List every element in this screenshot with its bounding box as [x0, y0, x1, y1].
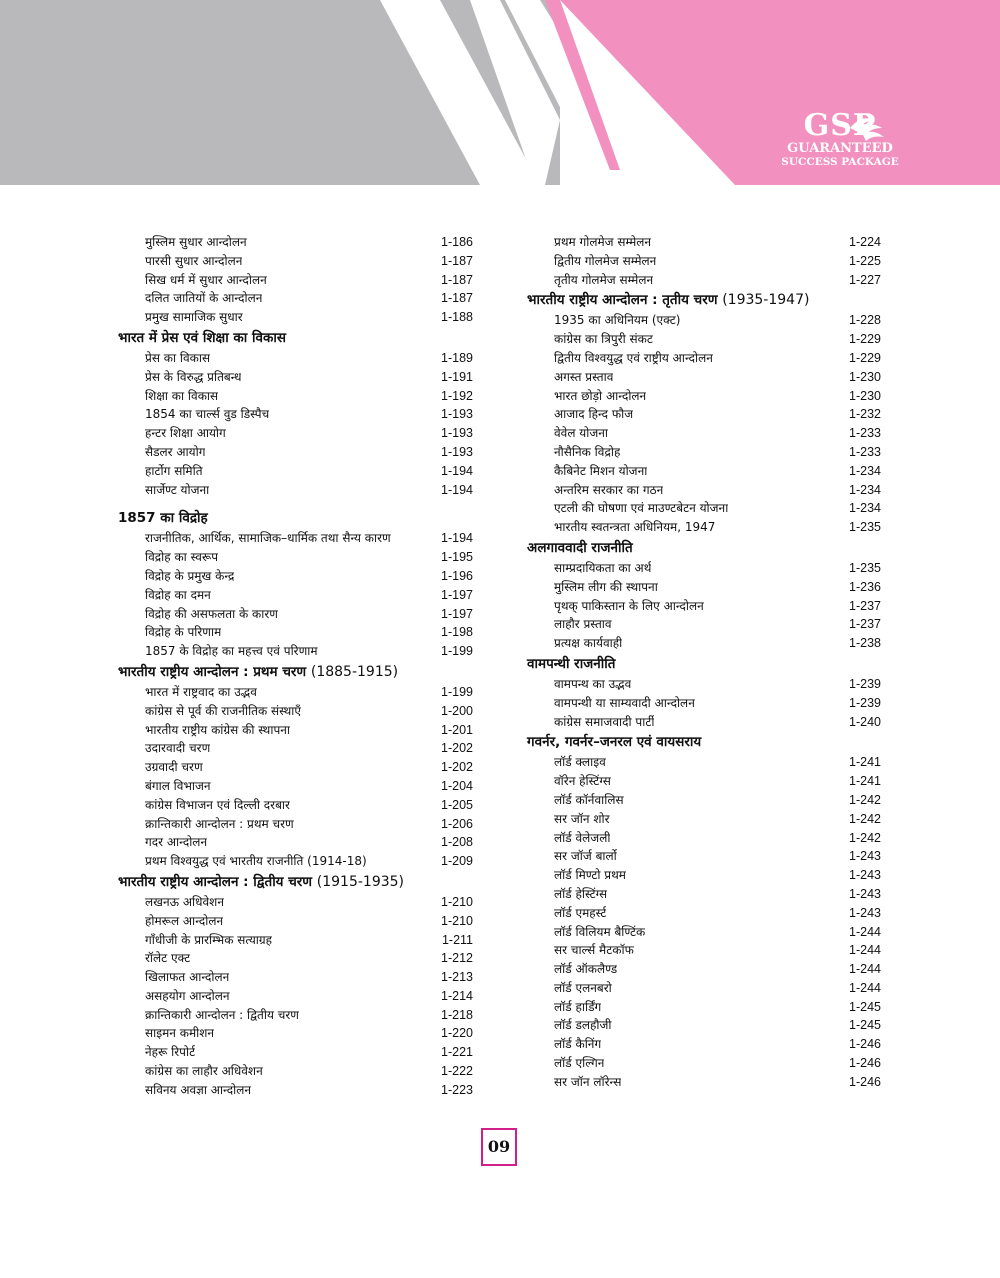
- toc-entry[interactable]: [118, 424, 473, 443]
- toc-entry-page: 1-224: [849, 235, 881, 249]
- toc-entry-title: वॉरेन हेस्टिंग्स: [554, 774, 611, 789]
- toc-entry[interactable]: [118, 702, 473, 721]
- toc-entry-page: 1-211: [441, 932, 473, 947]
- toc-entry[interactable]: [527, 810, 881, 829]
- toc-entry-page: 1-208: [441, 835, 473, 850]
- toc-entry-page: 1-222: [441, 1064, 473, 1079]
- section-heading-text: भारतीय राष्ट्रीय आन्दोलन : तृतीय चरण: [527, 292, 718, 309]
- logo-guaranteed-text: GUARANTEED: [787, 141, 893, 156]
- toc-entry[interactable]: [527, 330, 881, 349]
- toc-entry[interactable]: [118, 833, 473, 852]
- toc-entry-title: गाँधीजी के प्रारम्भिक सत्याग्रह: [145, 932, 273, 947]
- toc-entry[interactable]: [118, 481, 473, 500]
- toc-entry[interactable]: [527, 387, 881, 406]
- toc-entry-title: लॉर्ड एमहर्स्ट: [554, 905, 607, 920]
- toc-entry-title: उग्रवादी चरण: [145, 760, 203, 775]
- toc-entry[interactable]: [118, 796, 473, 815]
- toc-entry[interactable]: [118, 252, 473, 271]
- toc-entry-title: 1935 का अधिनियम (एक्ट): [554, 313, 681, 328]
- toc-entry-title: 1854 का चार्ल्स वुड डिस्पैच: [145, 407, 270, 422]
- toc-entry-page: 1-228: [849, 313, 881, 328]
- toc-entry-page: 1-242: [849, 811, 881, 826]
- toc-entry-title: दलित जातियों के आन्दोलन: [145, 291, 263, 306]
- toc-entry-title: अन्तरिम सरकार का गठन: [554, 482, 664, 497]
- toc-entry-page: 1-194: [441, 531, 473, 546]
- toc-entry[interactable]: [118, 987, 473, 1006]
- toc-entry-title: नेहरू रिपोर्ट: [145, 1045, 196, 1060]
- toc-entry-title: क्रान्तिकारी आन्दोलन : प्रथम चरण: [145, 816, 294, 831]
- toc-entry-title: 1857 के विद्रोह का महत्त्व एवं परिणाम: [145, 644, 318, 659]
- toc-entry[interactable]: [118, 1024, 473, 1043]
- toc-entry[interactable]: [527, 694, 881, 713]
- toc-entry-title: खिलाफत आन्दोलन: [145, 970, 230, 985]
- toc-entry[interactable]: [118, 758, 473, 777]
- toc-entry[interactable]: [527, 675, 881, 694]
- toc-entry[interactable]: [527, 634, 881, 653]
- toc-entry-page: 1-238: [849, 636, 881, 651]
- section-years: (1915-1935): [316, 873, 405, 890]
- toc-entry-title: लॉर्ड मिण्टो प्रथम: [554, 868, 626, 883]
- toc-entry-page: 1-200: [441, 703, 473, 718]
- toc-entry[interactable]: [527, 405, 881, 424]
- toc-entry[interactable]: [527, 518, 881, 537]
- toc-entry[interactable]: [527, 1016, 881, 1035]
- toc-entry-page: 1-202: [441, 741, 473, 756]
- toc-entry-title: विद्रोह के प्रमुख केन्द्र: [145, 568, 235, 583]
- toc-entry[interactable]: [527, 311, 881, 330]
- toc-entry-page: 1-194: [441, 463, 473, 478]
- toc-entry-title: हन्टर शिक्षा आयोग: [145, 426, 226, 441]
- toc-entry[interactable]: [527, 499, 881, 518]
- toc-entry-title: प्रेस का विकास: [145, 350, 211, 365]
- toc-entry-page: 1-197: [441, 587, 473, 602]
- toc-entry-page: 1-197: [441, 606, 473, 621]
- toc-entry-page: 1-235: [849, 560, 881, 575]
- toc-entry-title: लॉर्ड ऑकलैण्ड: [554, 962, 618, 977]
- toc-entry-page: 1-230: [849, 388, 881, 403]
- toc-entry-title: कांग्रेस समाजवादी पार्टी: [554, 714, 655, 729]
- section-years: (1885-1915): [310, 663, 399, 680]
- toc-entry[interactable]: [527, 1054, 881, 1073]
- toc-entry-title: साइमन कमीशन: [145, 1026, 215, 1041]
- toc-entry[interactable]: [118, 349, 473, 368]
- toc-entry[interactable]: [118, 968, 473, 987]
- toc-entry-title: कांग्रेस का त्रिपुरी संकट: [554, 332, 653, 347]
- toc-entry[interactable]: [118, 605, 473, 624]
- toc-entry[interactable]: [527, 885, 881, 904]
- toc-entry-page: 1-202: [441, 760, 473, 775]
- section-years: (1935-1947): [722, 292, 810, 309]
- left-column: [118, 233, 473, 1100]
- toc-entry-page: 1-242: [849, 830, 881, 845]
- toc-entry[interactable]: [118, 912, 473, 931]
- toc-entry-page: 1-186: [441, 235, 473, 249]
- section-heading: [118, 327, 473, 349]
- toc-entry-page: 1-233: [849, 426, 881, 441]
- toc-entry[interactable]: [527, 791, 881, 810]
- toc-entry[interactable]: [527, 481, 881, 500]
- logo-success-package-text: SUCCESS PACKAGE: [781, 156, 899, 168]
- toc-entry[interactable]: [118, 233, 473, 252]
- toc-entry[interactable]: [527, 923, 881, 942]
- toc-entry-title: भारतीय स्वतन्त्रता अधिनियम, 1947: [554, 520, 716, 535]
- section-heading-text: भारत में प्रेस एवं शिक्षा का विकास: [118, 329, 286, 346]
- toc-entry-title: पृथक् पाकिस्तान के लिए आन्दोलन: [554, 598, 704, 613]
- toc-entry[interactable]: [527, 772, 881, 791]
- toc-entry-title: उदारवादी चरण: [145, 741, 211, 756]
- toc-entry[interactable]: [527, 829, 881, 848]
- toc-entry-page: 1-193: [441, 407, 473, 422]
- toc-entry-title: राजनीतिक, आर्थिक, सामाजिक–धार्मिक तथा सैन्य कारण: [145, 531, 391, 546]
- toc-entry[interactable]: [527, 349, 881, 368]
- toc-entry-page: 1-187: [441, 291, 473, 306]
- toc-entry-page: 1-243: [849, 905, 881, 920]
- toc-entry[interactable]: [118, 623, 473, 642]
- toc-entry-page: 1-194: [441, 482, 473, 497]
- toc-entry-title: लॉर्ड डलहौजी: [554, 1018, 612, 1033]
- section-heading-text: 1857 का विद्रोह: [118, 510, 208, 527]
- section-heading: [527, 653, 881, 675]
- toc-entry-title: लॉर्ड क्लाइव: [554, 755, 606, 770]
- toc-entry-title: प्रमुख सामाजिक सुधार: [145, 310, 243, 325]
- toc-entry[interactable]: [118, 642, 473, 661]
- toc-entry-title: द्वितीय गोलमेज सम्मेलन: [554, 253, 657, 268]
- toc-entry[interactable]: [118, 405, 473, 424]
- section-heading: [118, 507, 473, 529]
- toc-entry[interactable]: [118, 815, 473, 834]
- toc-entry-page: 1-193: [441, 444, 473, 459]
- toc-entry-title: सिख धर्म में सुधार आन्दोलन: [145, 272, 267, 287]
- toc-entry-page: 1-187: [441, 272, 473, 287]
- toc-entry-title: वामपन्थी या साम्यवादी आन्दोलन: [554, 695, 695, 710]
- toc-entry[interactable]: [118, 368, 473, 387]
- toc-entry-page: 1-237: [849, 617, 881, 632]
- toc-entry-page: 1-234: [849, 482, 881, 497]
- toc-entry-title: सर जॉन लॉरेन्स: [554, 1074, 622, 1089]
- toc-entry-page: 1-245: [849, 1018, 881, 1033]
- section-heading: [527, 289, 881, 311]
- toc-entry[interactable]: [118, 1081, 473, 1100]
- toc-entry[interactable]: [118, 683, 473, 702]
- toc-entry[interactable]: [118, 462, 473, 481]
- section-heading: [118, 871, 473, 893]
- toc-entry-title: लॉर्ड कैनिंग: [554, 1037, 602, 1052]
- toc-entry-page: 1-237: [849, 598, 881, 613]
- toc-entry[interactable]: [527, 713, 881, 732]
- toc-entry-page: 1-243: [849, 868, 881, 883]
- toc-entry-title: सविनय अवज्ञा आन्दोलन: [145, 1082, 252, 1097]
- toc-entry[interactable]: [118, 443, 473, 462]
- toc-entry-title: मुस्लिम लीग की स्थापना: [554, 579, 658, 594]
- toc-entry[interactable]: [527, 1035, 881, 1054]
- toc-entry[interactable]: [118, 1062, 473, 1081]
- gsp-logo: [770, 110, 910, 180]
- toc-entry-title: शिक्षा का विकास: [145, 388, 219, 403]
- toc-entry[interactable]: [527, 597, 881, 616]
- toc-entry-page: 1-199: [441, 644, 473, 659]
- toc-entry-title: वामपन्थ का उद्भव: [554, 676, 632, 691]
- toc-entry-page: 1-187: [441, 253, 473, 268]
- toc-entry-title: सर जॉर्ज बार्लो: [554, 849, 617, 864]
- toc-entry-page: 1-195: [441, 550, 473, 565]
- toc-entry-title: लॉर्ड हेस्टिंग्स: [554, 886, 608, 901]
- toc-entry-title: विद्रोह का दमन: [145, 587, 211, 602]
- toc-entry-page: 1-244: [849, 943, 881, 958]
- toc-entry-page: 1-225: [849, 253, 881, 268]
- toc-entry-page: 1-198: [441, 625, 473, 640]
- toc-entry[interactable]: [118, 721, 473, 740]
- toc-entry-title: गदर आन्दोलन: [145, 835, 208, 850]
- toc-entry[interactable]: [527, 998, 881, 1017]
- toc-entry-title: असहयोग आन्दोलन: [145, 988, 230, 1003]
- toc-entry-page: 1-244: [849, 962, 881, 977]
- toc-entry-title: विद्रोह के परिणाम: [145, 625, 222, 640]
- toc-entry[interactable]: [118, 271, 473, 290]
- toc-entry-title: अगस्त प्रस्ताव: [554, 369, 614, 384]
- toc-entry-title: लॉर्ड कॉर्नवालिस: [554, 792, 624, 807]
- toc-entry-title: लॉर्ड एल्गिन: [554, 1056, 605, 1071]
- toc-entry-page: 1-210: [441, 894, 473, 909]
- toc-entry-page: 1-239: [849, 676, 881, 691]
- toc-entry[interactable]: [118, 931, 473, 950]
- toc-entry-page: 1-191: [441, 369, 473, 384]
- toc-entry-title: एटली की घोषणा एवं माउण्टबेटन योजना: [554, 501, 729, 516]
- section-heading-text: भारतीय राष्ट्रीय आन्दोलन : प्रथम चरण: [118, 663, 307, 680]
- toc-entry-title: प्रथम गोलमेज सम्मेलन: [554, 235, 652, 249]
- toc-entry-title: प्रेस के विरुद्ध प्रतिबन्ध: [145, 369, 242, 384]
- toc-entry-page: 1-199: [441, 684, 473, 699]
- section-heading: [527, 537, 881, 559]
- page-number: 09: [481, 1128, 517, 1166]
- section-heading-text: गवर्नर, गवर्नर–जनरल एवं वायसराय: [527, 734, 702, 751]
- toc-entry[interactable]: [527, 559, 881, 578]
- toc-entry-title: नौसैनिक विद्रोह: [554, 444, 621, 459]
- toc-entry-page: 1-223: [441, 1082, 473, 1097]
- toc-entry-title: लॉर्ड हार्डिंग: [554, 999, 602, 1014]
- toc-entry-title: रॉलेट एक्ट: [145, 951, 191, 966]
- toc-entry-title: मुस्लिम सुधार आन्दोलन: [145, 235, 247, 249]
- toc-entry[interactable]: [118, 387, 473, 406]
- toc-entry-page: 1-229: [849, 350, 881, 365]
- toc-entry-page: 1-239: [849, 695, 881, 710]
- toc-entry-title: कांग्रेस से पूर्व की राजनीतिक संस्थाएँ: [145, 703, 302, 718]
- toc-entry[interactable]: [118, 1006, 473, 1025]
- toc-entry-title: विद्रोह का स्वरूप: [145, 550, 219, 565]
- toc-entry-title: तृतीय गोलमेज सम्मेलन: [554, 272, 654, 287]
- toc-entry-page: 1-246: [849, 1074, 881, 1089]
- toc-entry-title: भारतीय राष्ट्रीय कांग्रेस की स्थापना: [145, 722, 291, 737]
- toc-entry[interactable]: [118, 567, 473, 586]
- toc-entry-title: लखनऊ अधिवेशन: [145, 894, 224, 909]
- toc-entry-title: आजाद हिन्द फौज: [554, 407, 634, 422]
- toc-entry-page: 1-204: [441, 778, 473, 793]
- section-heading: [527, 731, 881, 753]
- toc-entry-page: 1-218: [441, 1007, 473, 1022]
- toc-entry[interactable]: [118, 529, 473, 548]
- toc-entry[interactable]: [527, 1073, 881, 1092]
- toc-entry-page: 1-236: [849, 579, 881, 594]
- toc-entry-title: विद्रोह की असफलता के कारण: [145, 606, 278, 621]
- toc-entry[interactable]: [527, 424, 881, 443]
- toc-entry[interactable]: [118, 949, 473, 968]
- toc-entry-page: 1-212: [441, 951, 473, 966]
- toc-entry-page: 1-235: [849, 520, 881, 535]
- toc-entry[interactable]: [527, 252, 881, 271]
- toc-entry-page: 1-234: [849, 501, 881, 516]
- toc-entry-page: 1-244: [849, 980, 881, 995]
- toc-entry-page: 1-241: [849, 774, 881, 789]
- toc-entry-page: 1-189: [441, 350, 473, 365]
- toc-entry-page: 1-209: [441, 854, 473, 869]
- toc-entry[interactable]: [118, 289, 473, 308]
- toc-entry-page: 1-243: [849, 886, 881, 901]
- toc-entry-page: 1-245: [849, 999, 881, 1014]
- toc-entry-title: सर जॉन शोर: [554, 811, 610, 826]
- toc-entry-title: प्रत्यक्ष कार्यवाही: [554, 636, 623, 651]
- toc-entry-title: सैडलर आयोग: [145, 444, 206, 459]
- toc-entry-page: 1-227: [849, 272, 881, 287]
- toc-entry[interactable]: [118, 852, 473, 871]
- section-heading-text: वामपन्थी राजनीति: [527, 655, 616, 672]
- toc-entry-page: 1-206: [441, 816, 473, 831]
- toc-entry-page: 1-210: [441, 913, 473, 928]
- logo-gsp-text: GSP: [803, 108, 877, 143]
- toc-entry-title: कैबिनेट मिशन योजना: [554, 463, 648, 478]
- toc-entry-page: 1-243: [849, 849, 881, 864]
- toc-entry-title: पारसी सुधार आन्दोलन: [145, 253, 243, 268]
- toc-entry-title: भारत में राष्ट्रवाद का उद्भव: [145, 684, 257, 699]
- toc-entry[interactable]: [118, 308, 473, 327]
- toc-entry[interactable]: [118, 739, 473, 758]
- toc-entry-page: 1-230: [849, 369, 881, 384]
- toc-entry-page: 1-229: [849, 332, 881, 347]
- toc-entry-page: 1-214: [441, 988, 473, 1003]
- toc-entry[interactable]: [527, 443, 881, 462]
- toc-entry[interactable]: [527, 271, 881, 290]
- toc-entry[interactable]: [527, 578, 881, 597]
- right-column: [527, 233, 881, 1092]
- toc-entry[interactable]: [527, 233, 881, 252]
- toc-entry[interactable]: [527, 979, 881, 998]
- toc-entry-page: 1-192: [441, 388, 473, 403]
- section-heading-text: भारतीय राष्ट्रीय आन्दोलन : द्वितीय चरण: [118, 873, 313, 890]
- toc-entry-title: प्रथम विश्वयुद्ध एवं भारतीय राजनीति (1914-18): [145, 854, 367, 869]
- toc-entry-page: 1-201: [441, 722, 473, 737]
- toc-entry-page: 1-205: [441, 797, 473, 812]
- toc-entry-page: 1-213: [441, 970, 473, 985]
- toc-entry-page: 1-234: [849, 463, 881, 478]
- section-heading: [118, 661, 473, 683]
- toc-entry-title: भारत छोड़ो आन्दोलन: [554, 388, 647, 403]
- toc-entry-page: 1-244: [849, 924, 881, 939]
- toc-entry[interactable]: [118, 777, 473, 796]
- toc-entry-title: लॉर्ड एलनबरो: [554, 980, 612, 995]
- toc-entry-page: 1-220: [441, 1026, 473, 1041]
- toc-entry-title: सर चार्ल्स मैटकॉफ: [554, 943, 634, 958]
- toc-entry-page: 1-221: [441, 1045, 473, 1060]
- toc-entry[interactable]: [118, 893, 473, 912]
- toc-entry-page: 1-193: [441, 426, 473, 441]
- toc-entry-page: 1-242: [849, 792, 881, 807]
- toc-entry-page: 1-241: [849, 755, 881, 770]
- toc-entry-title: साम्प्रदायिकता का अर्थ: [554, 560, 652, 575]
- toc-entry-title: बंगाल विभाजन: [145, 778, 211, 793]
- toc-entry[interactable]: [527, 941, 881, 960]
- toc-entry-page: 1-196: [441, 568, 473, 583]
- toc-entry-title: वेवेल योजना: [554, 426, 609, 441]
- toc-entry-title: कांग्रेस विभाजन एवं दिल्ली दरबार: [145, 797, 290, 812]
- toc-entry-title: लाहौर प्रस्ताव: [554, 617, 612, 632]
- toc-entry-page: 1-232: [849, 407, 881, 422]
- toc-entry-page: 1-240: [849, 714, 881, 729]
- toc-entry[interactable]: [527, 753, 881, 772]
- page-header: [0, 0, 1000, 185]
- toc-entry[interactable]: [118, 1043, 473, 1062]
- toc-entry[interactable]: [527, 904, 881, 923]
- toc-entry[interactable]: [527, 368, 881, 387]
- toc-entry[interactable]: [527, 462, 881, 481]
- toc-entry[interactable]: [118, 548, 473, 567]
- toc-entry[interactable]: [118, 586, 473, 605]
- toc-entry-title: लॉर्ड विलियम बैण्टिंक: [554, 924, 646, 939]
- toc-entry-title: द्वितीय विश्वयुद्ध एवं राष्ट्रीय आन्दोलन: [554, 350, 713, 365]
- toc-entry-title: सार्जेण्ट योजना: [145, 482, 210, 497]
- toc-entry-title: कांग्रेस का लाहौर अधिवेशन: [145, 1064, 263, 1079]
- section-heading-text: अलगाववादी राजनीति: [527, 539, 633, 556]
- toc-entry[interactable]: [527, 615, 881, 634]
- toc-entry-page: 1-233: [849, 444, 881, 459]
- toc-entry-title: क्रान्तिकारी आन्दोलन : द्वितीय चरण: [145, 1007, 299, 1022]
- toc-entry-title: होमरूल आन्दोलन: [145, 913, 224, 928]
- toc-entry-title: लॉर्ड वेलेजली: [554, 830, 611, 845]
- toc-entry-title: हार्टोग समिति: [145, 463, 203, 478]
- toc-entry[interactable]: [527, 847, 881, 866]
- toc-entry-page: 1-188: [441, 310, 473, 325]
- toc-entry-page: 1-246: [849, 1056, 881, 1071]
- toc-entry-page: 1-246: [849, 1037, 881, 1052]
- toc-entry[interactable]: [527, 960, 881, 979]
- toc-entry[interactable]: [527, 866, 881, 885]
